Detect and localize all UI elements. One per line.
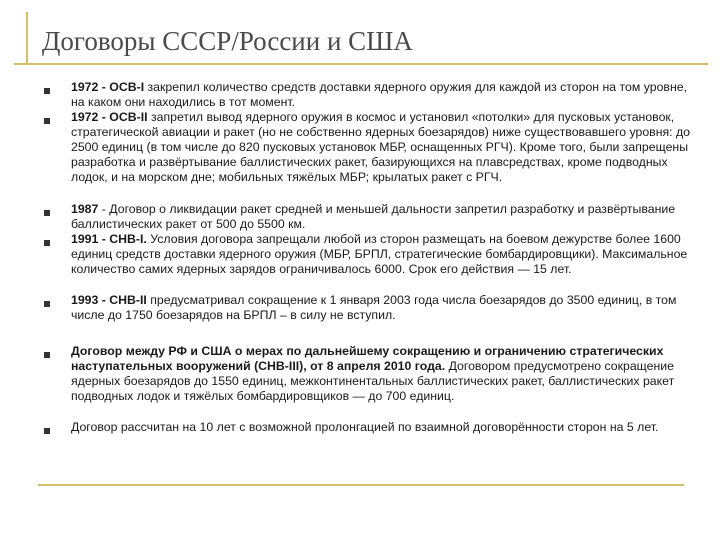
bullet-icon <box>44 240 50 246</box>
list-item <box>71 420 691 435</box>
list-item <box>71 232 691 277</box>
item-text: Договор рассчитан на 10 лет с возможной пролонгацией по взаимной договорённости сторон на 5 лет. <box>71 420 659 434</box>
bullet-icon <box>44 210 50 216</box>
list-item <box>71 293 691 323</box>
item-bold: 1972 - ОСВ-II <box>71 110 148 124</box>
item-bold: 1991 - СНВ-I. <box>71 232 147 246</box>
item-text: Условия договора запрещали любой из сторон размещать на боевом дежурстве более 1600 единиц средств доставки ядерного оружия (МБР, БРПЛ, стратегические бомбардировщики). Максимальное количество самих ядерных зарядов ограничивалось 6000. Срок его действия — 15 лет. <box>71 232 688 276</box>
list-item <box>71 202 691 232</box>
item-text: предусматривал сокращение к 1 января 2003 года числа боезарядов до 3500 единиц, в том числе до 1750 боезарядов на БРПЛ – в силу не вступил. <box>71 293 677 322</box>
item-bold: 1987 <box>71 202 99 216</box>
accent-bottom-line <box>38 484 684 486</box>
item-text: закрепил количество средств доставки ядерного оружия для каждой из сторон на том уровне, на каком они находились в тот момент. <box>71 80 688 109</box>
item-text: Договором предусмотрено сокращение ядерных боезарядов до 1550 единиц, межконтинентальных баллистических ракет, баллистических ракет подводных лодок и тяжёлых бомбардировщиков — до 700 единиц. <box>71 359 675 403</box>
list-item <box>71 110 691 185</box>
accent-vertical-line <box>26 12 28 64</box>
list-item <box>71 344 691 404</box>
item-text: - Договор о ликвидации ракет средней и меньшей дальности запретил разработку и развёртывание баллистических ракет от 500 до 5500 км. <box>71 202 676 231</box>
bullet-icon <box>44 301 50 307</box>
accent-title-underline <box>14 63 708 65</box>
bullet-icon <box>44 118 50 124</box>
bullet-icon <box>44 88 50 94</box>
slide-title: Договоры СССР/России и США <box>42 26 413 56</box>
item-text: запретил вывод ядерного оружия в космос и установил «потолки» для пусковых установок, стратегической авиации и ракет (но не собственно ядерных боезарядов) ниже существовавшего уровня: до 2500 единиц (в том числе до 820 пусковых установок МБР, оснащенных РГЧ). Кроме того, были запрещены разработка и развёртывание баллистических ракет, базирующихся на плавсредствах, кроме подводных лодок, и на морском дне; мобильных тяжёлых МБР; крылатых ракет с РГЧ. <box>71 110 690 184</box>
list-item <box>71 80 691 110</box>
bullet-icon <box>44 428 50 434</box>
bullet-icon <box>44 352 50 358</box>
item-bold: 1972 - ОСВ-I <box>71 80 145 94</box>
item-bold: 1993 - СНВ-II <box>71 293 147 307</box>
item-bold: Договор между РФ и США о мерах по дальнейшему сокращению и ограничению стратегических наступательных вооружений (СНВ-III), от 8 апреля 2010 года. <box>71 344 664 373</box>
